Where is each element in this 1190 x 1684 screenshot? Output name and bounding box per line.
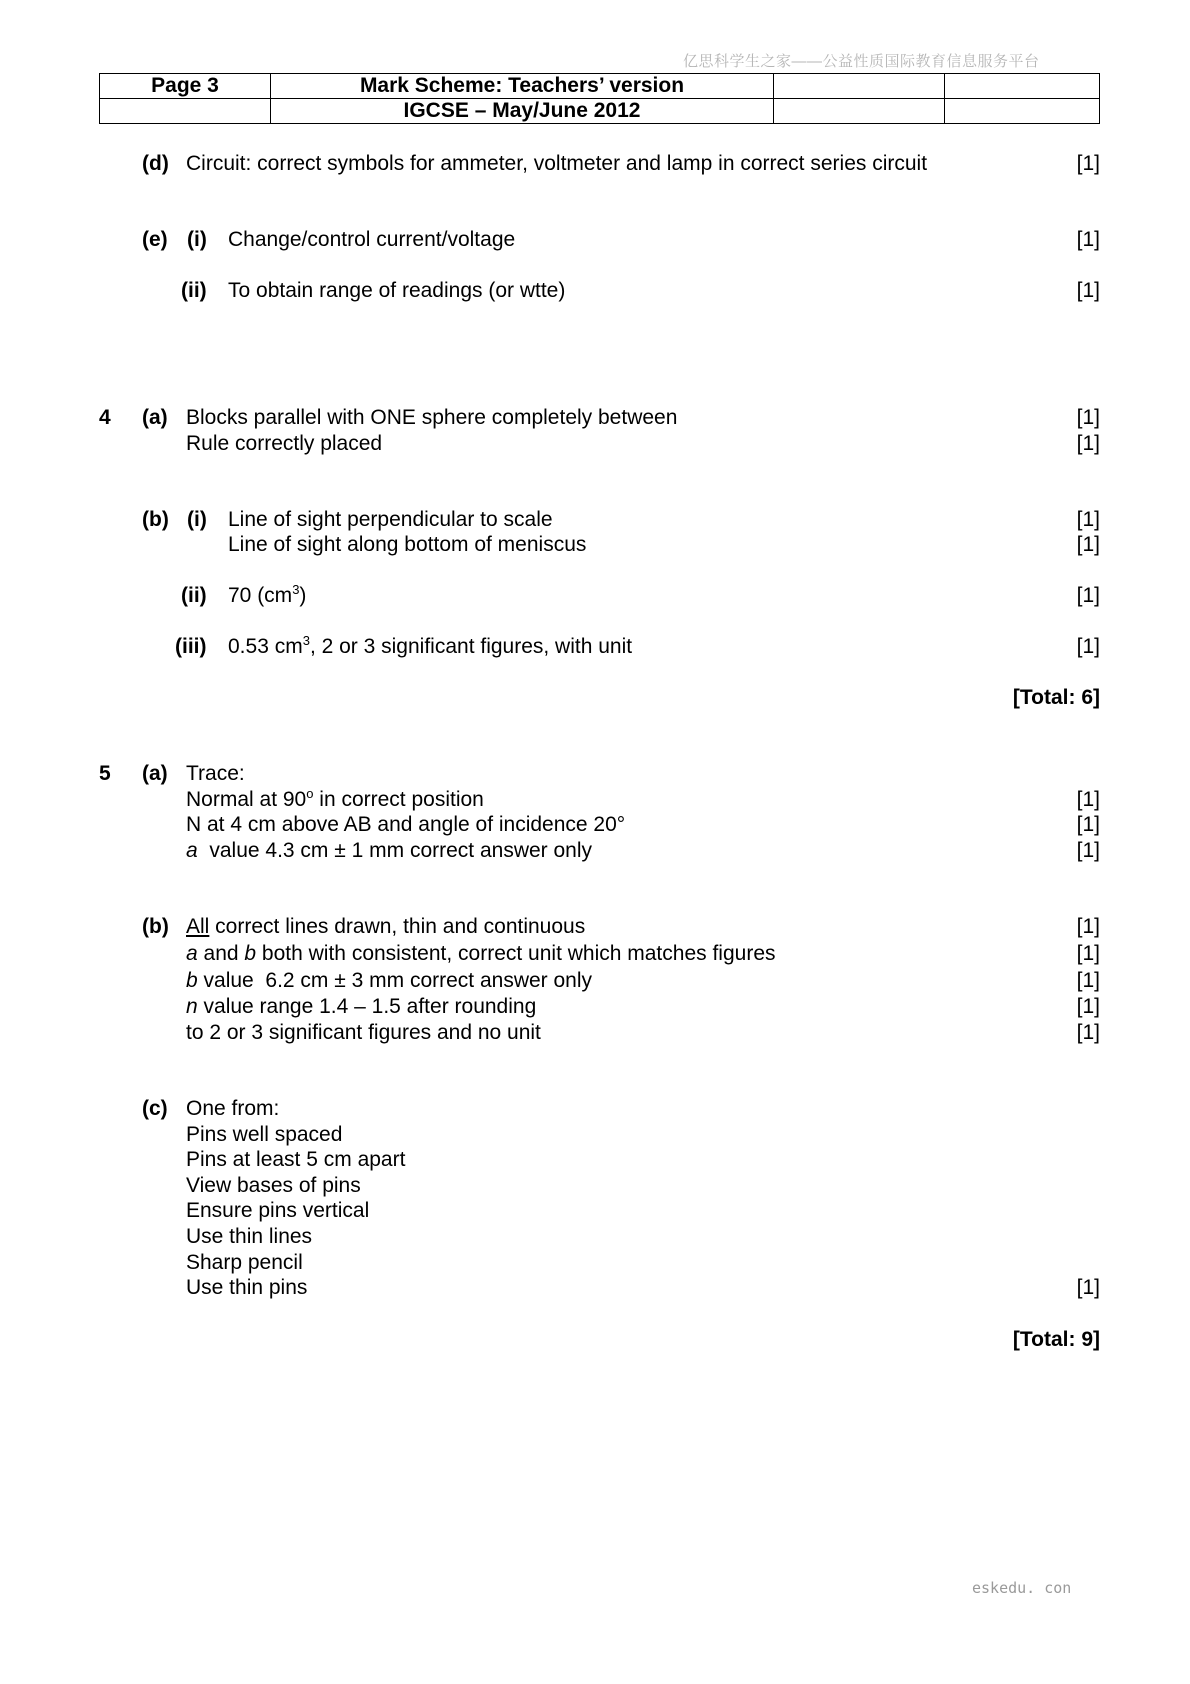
header-empty-cell — [945, 99, 1100, 124]
q5-a-mark: [1] — [1076, 839, 1100, 862]
q4-bii-answer — [228, 583, 306, 609]
q5-b-line — [186, 994, 536, 1020]
variable-a: a — [186, 839, 198, 862]
q5-a-label: (a) — [142, 762, 168, 785]
q5-c-mark: [1] — [1076, 1276, 1100, 1299]
q4-bi-mark: [1] — [1076, 508, 1100, 531]
q5-a-text: in correct position — [313, 788, 484, 811]
q3-eii-text: To obtain range of readings (or wtte) — [228, 279, 566, 302]
q5-a-line — [186, 838, 592, 864]
q5-c-line: One from: — [186, 1097, 280, 1120]
q4-bi-label: (i) — [187, 508, 207, 531]
q4-total: [Total: 6] — [1012, 686, 1100, 709]
q5-b-mark: [1] — [1076, 942, 1100, 965]
q3-ei-text: Change/control current/voltage — [228, 228, 516, 251]
variable-b: b — [244, 942, 257, 965]
q5-a-mark: [1] — [1076, 813, 1100, 836]
q4-biii-answer — [228, 634, 632, 660]
q5-a-line: N at 4 cm above AB and angle of incidence 20° — [186, 813, 626, 836]
q5-b-text: correct lines drawn, thin and continuous — [209, 915, 586, 938]
q5-b-line — [186, 914, 585, 940]
q4-bii-text: 70 (cm — [228, 584, 293, 607]
header-empty-cell — [774, 74, 945, 99]
q4-a-line: Blocks parallel with ONE sphere completely between — [186, 406, 678, 429]
q3-eii-mark: [1] — [1076, 279, 1100, 302]
q5-b-mark: [1] — [1076, 969, 1100, 992]
header-empty-cell — [774, 99, 945, 124]
q4-biii-label: (iii) — [175, 635, 207, 658]
q5-c-line: Use thin pins — [186, 1276, 308, 1299]
q5-a-line — [186, 787, 484, 813]
q5-b-line: to 2 or 3 significant figures and no unit — [186, 1021, 541, 1044]
variable-a: a — [186, 942, 198, 965]
q5-b-line — [186, 941, 776, 967]
q3-ei-label: (i) — [187, 228, 207, 251]
superscript: 3 — [302, 633, 310, 648]
q4-a-mark: [1] — [1076, 432, 1100, 455]
superscript: 3 — [292, 582, 300, 597]
variable-n: n — [186, 995, 198, 1018]
q5-c-line: View bases of pins — [186, 1174, 361, 1197]
header-empty-cell — [945, 74, 1100, 99]
q4-a-mark: [1] — [1076, 406, 1100, 429]
variable-b: b — [186, 969, 198, 992]
q4-bii-mark: [1] — [1076, 584, 1100, 607]
q5-a-text: Normal at 90 — [186, 788, 307, 811]
watermark-top: 亿思科学生之家——公益性质国际教育信息服务平台 — [683, 53, 1040, 70]
q4-bi-mark: [1] — [1076, 533, 1100, 556]
q4-bi-line: Line of sight along bottom of meniscus — [228, 533, 587, 556]
q3-d-text: Circuit: correct symbols for ammeter, voltmeter and lamp in correct series circuit — [186, 152, 928, 175]
q5-number: 5 — [99, 762, 111, 785]
q5-b-text: and — [197, 942, 245, 965]
q5-a-text: value 4.3 cm ± 1 mm correct answer only — [197, 839, 593, 862]
q4-biii-mark: [1] — [1076, 635, 1100, 658]
header-title: Mark Scheme: Teachers’ version — [271, 74, 774, 99]
q5-c-line: Use thin lines — [186, 1225, 313, 1248]
q5-b-text: value range 1.4 – 1.5 after rounding — [197, 995, 537, 1018]
header-page: Page 3 — [100, 74, 271, 99]
q5-b-mark: [1] — [1076, 915, 1100, 938]
q5-c-line: Pins at least 5 cm apart — [186, 1148, 406, 1171]
q5-b-label: (b) — [142, 915, 169, 938]
q4-bii-label: (ii) — [181, 584, 207, 607]
superscript: o — [306, 786, 314, 801]
header-table — [99, 73, 1100, 124]
q3-d-label: (d) — [142, 152, 169, 175]
q4-bi-line: Line of sight perpendicular to scale — [228, 508, 553, 531]
q5-b-mark: [1] — [1076, 1021, 1100, 1044]
q5-c-line: Ensure pins vertical — [186, 1199, 370, 1222]
q5-b-line — [186, 968, 592, 994]
q5-b-text: value 6.2 cm ± 3 mm correct answer only — [197, 969, 593, 992]
q5-total: [Total: 9] — [1012, 1328, 1100, 1351]
q4-biii-text: , 2 or 3 significant figures, with unit — [309, 635, 633, 658]
q5-c-label: (c) — [142, 1097, 168, 1120]
watermark-bottom: eskedu. con — [972, 1579, 1072, 1597]
q5-c-line: Sharp pencil — [186, 1251, 303, 1274]
q5-b-mark: [1] — [1076, 995, 1100, 1018]
q3-d-mark: [1] — [1076, 152, 1100, 175]
header-empty-cell — [100, 99, 271, 124]
q5-a-mark: [1] — [1076, 788, 1100, 811]
q3-eii-label: (ii) — [181, 279, 207, 302]
q4-a-line: Rule correctly placed — [186, 432, 383, 455]
header-exam: IGCSE – May/June 2012 — [271, 99, 774, 124]
q4-bii-text: ) — [299, 584, 307, 607]
q3-ei-mark: [1] — [1076, 228, 1100, 251]
q3-e-label: (e) — [142, 228, 168, 251]
underlined-all: All — [186, 915, 210, 938]
q4-b-label: (b) — [142, 508, 169, 531]
q5-a-heading: Trace: — [186, 762, 245, 785]
q4-a-label: (a) — [142, 406, 168, 429]
q4-number: 4 — [99, 406, 111, 429]
q5-b-text: both with consistent, correct unit which matches figures — [256, 942, 776, 965]
q5-c-line: Pins well spaced — [186, 1123, 343, 1146]
q4-biii-text: 0.53 cm — [228, 635, 303, 658]
